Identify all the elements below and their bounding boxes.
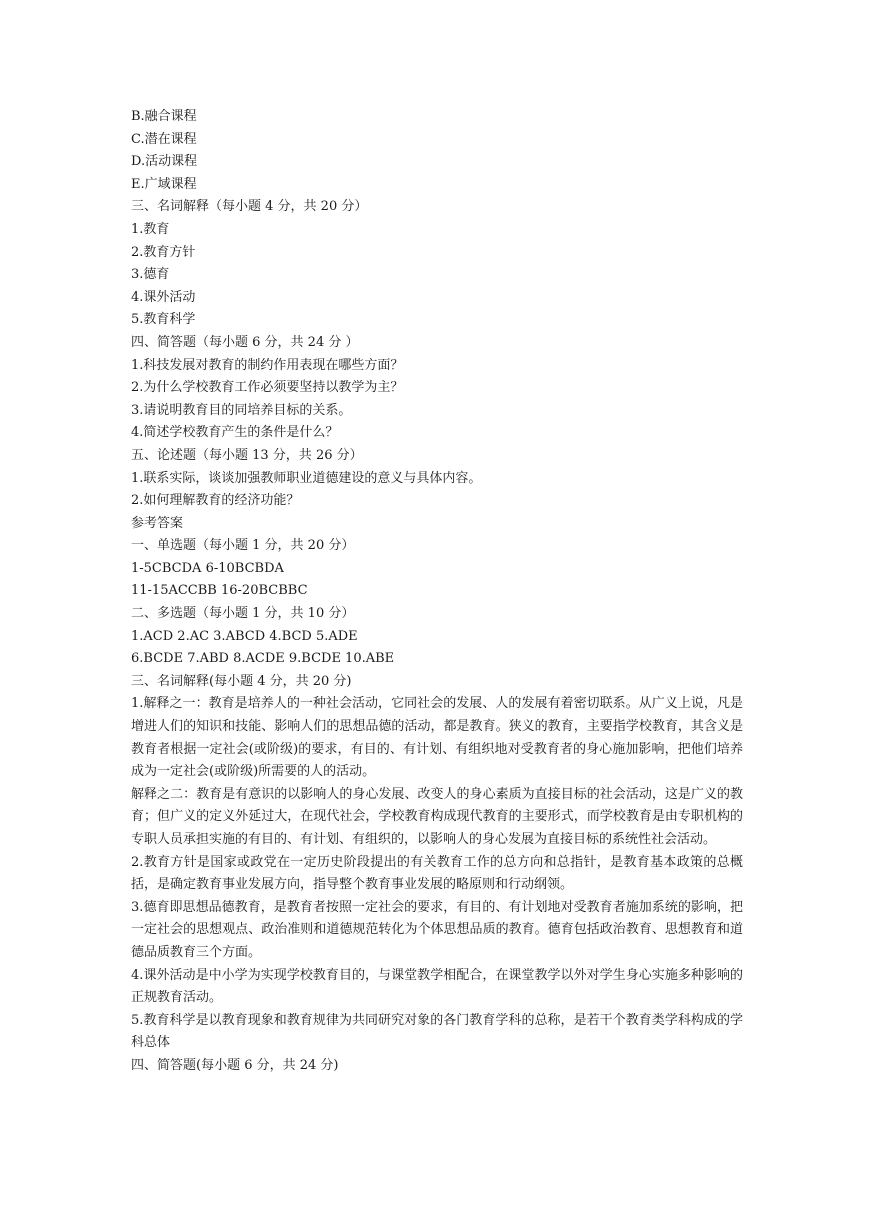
essay-2: 2.如何理解教育的经济功能？ <box>131 493 300 509</box>
answer-term-3: 3.德育即思想品德教育，是教育者按照一定社会的要求，有目的、有计划地对受教育者施加系统的影响，把一定社会的思想观点、政治准则和道德规范转化为个体思想品质的教育。德育包括政治教育、思想教育和道德品质教育三个方面。 <box>131 899 743 960</box>
section-heading-short-answer: 四、简答题（每小题 6 分，共 24 分 ） <box>131 334 359 350</box>
question-3: 3.请说明教育目的同培养目标的关系。 <box>131 402 352 418</box>
multi-choice-answers-1: 1.ACD 2.AC 3.ABCD 4.BCD 5.ADE <box>131 628 358 644</box>
multi-choice-answers-2: 6.BCDE 7.ABD 8.ACDE 9.BCDE 10.ABE <box>131 651 395 667</box>
option-e: E.广域课程 <box>131 176 197 192</box>
question-1: 1.科技发展对教育的制约作用表现在哪些方面？ <box>131 357 404 373</box>
answer-term-5: 5.教育科学是以教育现象和教育规律为共同研究对象的各门教育学科的总称，是若干个教育类学科构成的学科总体 <box>131 1012 743 1051</box>
single-choice-answers-2: 11-15ACCBB 16-20BCBBC <box>131 583 308 599</box>
answer-term-2: 2.教育方针是国家或政党在一定历史阶段提出的有关教育工作的总方向和总指针，是教育基本政策的总概括，是确定教育事业发展方向，指导整个教育事业发展的略原则和行动纲领。 <box>131 854 743 893</box>
section-heading-single-choice: 一、单选题（每小题 1 分，共 20 分） <box>131 538 355 554</box>
section-heading-multi-choice: 二、多选题（每小题 1 分，共 10 分） <box>131 606 355 622</box>
term-4: 4.课外活动 <box>131 289 196 305</box>
answer-key-title: 参考答案 <box>131 515 184 531</box>
option-b: B.融合课程 <box>131 109 197 124</box>
option-c: C.潜在课程 <box>131 131 197 147</box>
question-4: 4.简述学校教育产生的条件是什么？ <box>131 425 339 441</box>
section-heading-short-answer-answers: 四、简答题(每小题 6 分，共 24 分) <box>131 1057 339 1073</box>
single-choice-answers-1: 1-5CBCDA 6-10BCBDA <box>131 560 284 576</box>
answer-term-1-b: 解释之二：教育是有意识的以影响人的身心发展、改变人的身心素质为直接目标的社会活动，这是广义的教育；但广义的定义外延过大，在现代社会，学校教育构成现代教育的主要形式，而学校教育是由专职机构的专职人员承担实施的有目的、有计划、有组织的，以影响人的身心发展为直接目标的系统性社会活动。 <box>131 786 743 847</box>
term-2: 2.教育方针 <box>131 244 196 260</box>
term-3: 3.德育 <box>131 267 170 283</box>
question-2: 2.为什么学校教育工作必须要坚持以教学为主？ <box>131 380 404 396</box>
section-heading-essay: 五、论述题（每小题 13 分，共 26 分） <box>131 447 363 463</box>
document-page <box>131 106 743 1078</box>
answer-term-1-a: 1.解释之一：教育是培养人的一种社会活动，它同社会的发展、人的发展有着密切联系。从广义上说，凡是增进人们的知识和技能、影响人们的思想品德的活动，都是教育。狭义的教育，主要指学校教育，其含义是教育者根据一定社会(或阶级)的要求，有目的、有计划、有组织地对受教育者的身心施加影响，把他们培养成为一定社会(或阶级)所需要的人的活动。 <box>131 696 743 780</box>
section-heading-terms: 三、名词解释（每小题 4 分，共 20 分） <box>131 199 368 215</box>
option-d: D.活动课程 <box>131 154 198 170</box>
answer-term-4: 4.课外活动是中小学为实现学校教育目的，与课堂教学相配合，在课堂教学以外对学生身心实施多种影响的正规教育活动。 <box>131 967 743 1006</box>
essay-1: 1.联系实际，谈谈加强教师职业道德建设的意义与具体内容。 <box>131 470 482 486</box>
term-5: 5.教育科学 <box>131 312 196 328</box>
term-1: 1.教育 <box>131 221 170 237</box>
section-heading-terms-answers: 三、名词解释(每小题 4 分，共 20 分) <box>131 673 352 689</box>
